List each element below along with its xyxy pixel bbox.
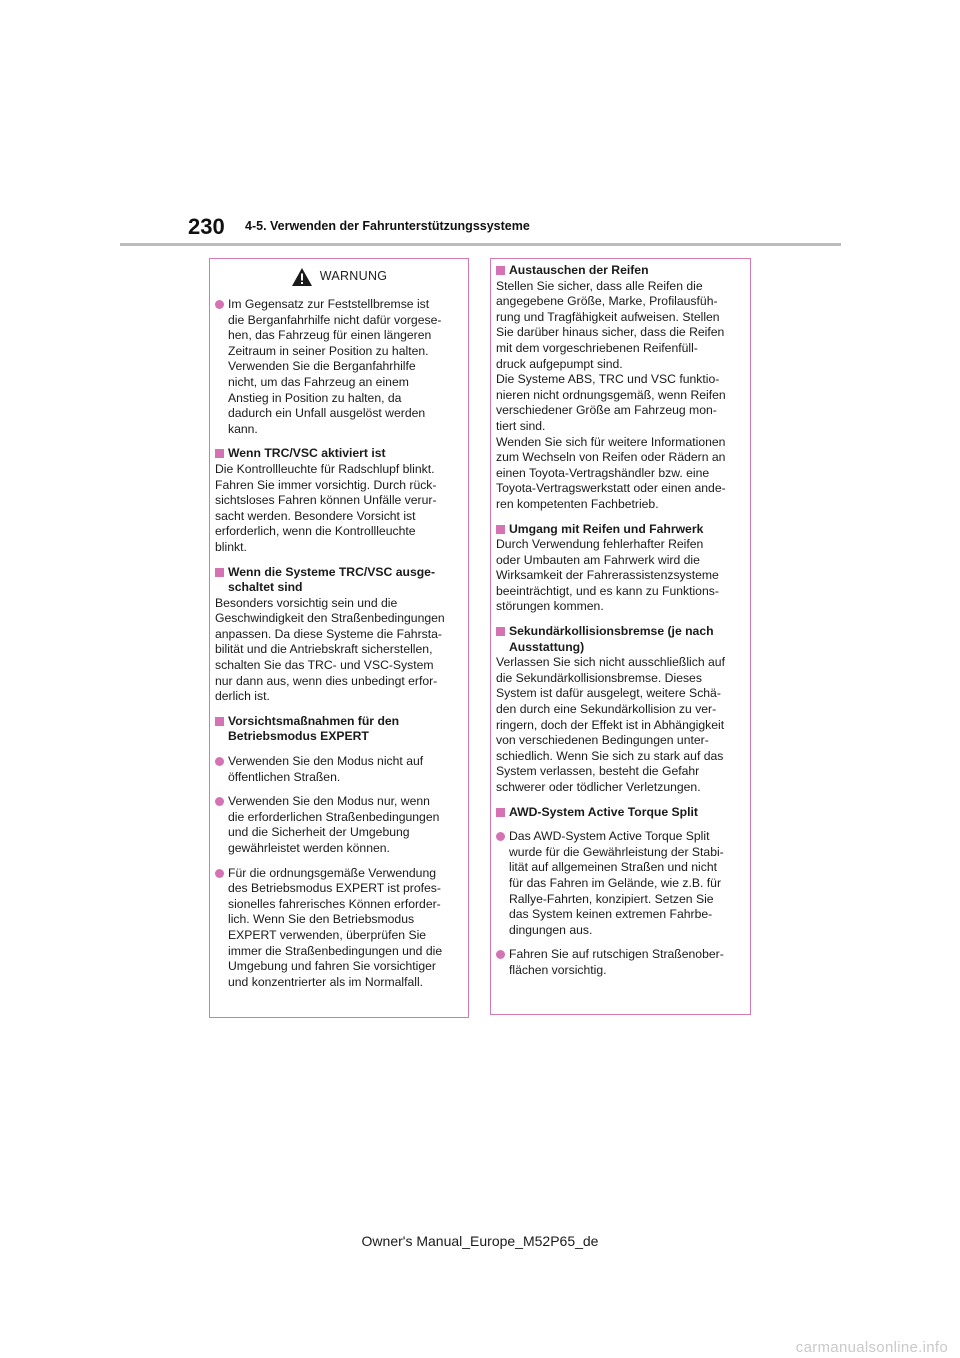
square-bullet-icon — [496, 525, 505, 534]
page-number: 230 — [188, 214, 225, 239]
notes-box — [490, 258, 751, 1015]
section-body: Besonders vorsichtig sein und die Geschwindigkeit den Straßenbedingungen anpassen. Da diese Systeme die Fahrsta- bilität und die Antriebskraft sicherstellen, schalten Sie das TRC- und VSC-System nur dann aus, wenn dies unbedingt erfor- derlich ist. — [215, 595, 445, 704]
section-tires-suspension — [496, 522, 745, 616]
section-body: Stellen Sie sicher, dass alle Reifen die angegebene Größe, Marke, Profilausfüh- rung und Tragfähigkeit aufweisen. Stellen Sie darüber hinaus sicher, dass die Reifen mit dem vorgeschriebenen Reifenfüll- druck aufgepumpt sind. Die Systeme ABS, TRC und VSC funktio- nieren nicht ordnungsgemäß, wenn Reifen verschiedener Größe am Fahrzeug mon- tiert sind. Wenden Sie sich für weitere Informationen zum Wechseln von Reifen oder Rädern an einen Toyota-Vertragshändler bzw. eine Toyota-Vertragswerkstatt oder einen ande- ren kompetenten Fachbetrieb. — [496, 278, 726, 511]
list-item — [496, 829, 745, 938]
warning-triangle-icon — [291, 267, 313, 287]
section-heading: Vorsichtsmaßnahmen für den Betriebsmodus EXPERT — [215, 714, 463, 745]
square-bullet-icon — [496, 627, 505, 636]
list-item — [215, 754, 463, 785]
warning-box — [209, 258, 469, 1018]
list-item — [215, 866, 463, 991]
section-body: Verlassen Sie sich nicht ausschließlich auf die Sekundärkollisionsbremse. Dieses System ist dafür ausgelegt, weitere Schä- den durch eine Sekundärkollision zu ver- ringern, doch der Effekt ist in Abhängigkeit von verschiedenen Bedingungen unter- schiedlich. Wenn Sie sich zu stark auf das System verlassen, besteht die Gefahr schwerer oder tödlicher Verletzungen. — [496, 655, 725, 794]
watermark: carmanualsonline.info — [795, 1339, 948, 1356]
bullet-text: Für die ordnungsgemäße Verwendung des Betriebsmodus EXPERT ist profes- sionelles fahrerisches Können erforder- lich. Wenn Sie den Betriebsmodus EXPERT verwenden, überprüfen Sie immer die Straßenbedingungen und die Umgebung und fahren Sie vorsichtiger und konzentrierter als im Normalfall. — [228, 865, 443, 989]
square-bullet-icon — [215, 717, 224, 726]
bullet-text: Verwenden Sie den Modus nicht auf öffentlichen Straßen. — [228, 754, 424, 784]
list-item — [215, 297, 463, 437]
section-trc-vsc-off — [215, 565, 463, 705]
section-title: 4-5. Verwenden der Fahrunterstützungssysteme — [245, 219, 530, 233]
bullet-dot-icon — [215, 300, 224, 309]
section-heading: Wenn die Systeme TRC/VSC ausge- schaltet sind — [215, 565, 463, 596]
bullet-dot-icon — [215, 757, 224, 766]
bullet-text: Im Gegensatz zur Feststellbremse ist die Berganfahrhilfe nicht dafür vorgese- hen, das Fahrzeug für einen längeren Zeitraum in seiner Position zu halten. Verwenden Sie die Berganfahrhilfe nicht, um das Fahrzeug an einem Anstieg in Position zu halten, da dadurch ein Unfall ausgelöst werden kann. — [228, 297, 442, 436]
section-trc-vsc-active — [215, 446, 463, 555]
warning-header — [215, 267, 463, 287]
square-bullet-icon — [215, 449, 224, 458]
section-heading: Sekundärkollisionsbremse (je nach Ausstattung) — [496, 624, 745, 655]
bullet-dot-icon — [496, 950, 505, 959]
bullet-text: Fahren Sie auf rutschigen Straßenober- flächen vorsichtig. — [509, 947, 724, 977]
bullet-dot-icon — [215, 797, 224, 806]
section-heading: Umgang mit Reifen und Fahrwerk — [496, 522, 745, 538]
section-body: Die Kontrollleuchte für Radschlupf blinkt. Fahren Sie immer vorsichtig. Durch rück- sichtsloses Fahren können Unfälle verur- sacht werden. Besondere Vorsicht ist erforderlich, wenn die Kontrollleuchte blinkt. — [215, 461, 437, 554]
bullet-dot-icon — [215, 869, 224, 878]
header-rule — [120, 243, 841, 246]
bullet-text: Verwenden Sie den Modus nur, wenn die erforderlichen Straßenbedingungen und die Sicherheit der Umgebung gewährleistet werden können. — [228, 794, 440, 855]
square-bullet-icon — [215, 568, 224, 577]
footer-text: Owner's Manual_Europe_M52P65_de — [361, 1233, 599, 1249]
warning-label: WARNUNG — [319, 269, 388, 284]
section-heading: Austauschen der Reifen — [496, 263, 745, 279]
section-awd-system — [496, 805, 745, 821]
section-body: Durch Verwendung fehlerhafter Reifen oder Umbauten am Fahrwerk wird die Wirksamkeit der Fahrerassistenzsysteme beeinträchtigt, und es kann zu Funktions- störungen kommen. — [496, 537, 719, 614]
section-heading: AWD-System Active Torque Split — [496, 805, 745, 821]
list-item — [496, 947, 745, 978]
bullet-text: Das AWD-System Active Torque Split wurde für die Gewährleistung der Stabi- lität auf allgemeinen Straßen und nicht für das Fahren im Gelände, wie z.B. für Rallye-Fahrten, konzipiert. Setzen Sie das System keinen extremen Fahrbe- dingungen aus. — [509, 829, 724, 937]
section-expert-mode — [215, 714, 463, 745]
square-bullet-icon — [496, 266, 505, 275]
section-heading: Wenn TRC/VSC aktiviert ist — [215, 446, 463, 462]
section-tire-replacement — [496, 263, 745, 513]
section-secondary-collision-brake — [496, 624, 745, 796]
bullet-dot-icon — [496, 832, 505, 841]
list-item — [215, 794, 463, 856]
square-bullet-icon — [496, 808, 505, 817]
